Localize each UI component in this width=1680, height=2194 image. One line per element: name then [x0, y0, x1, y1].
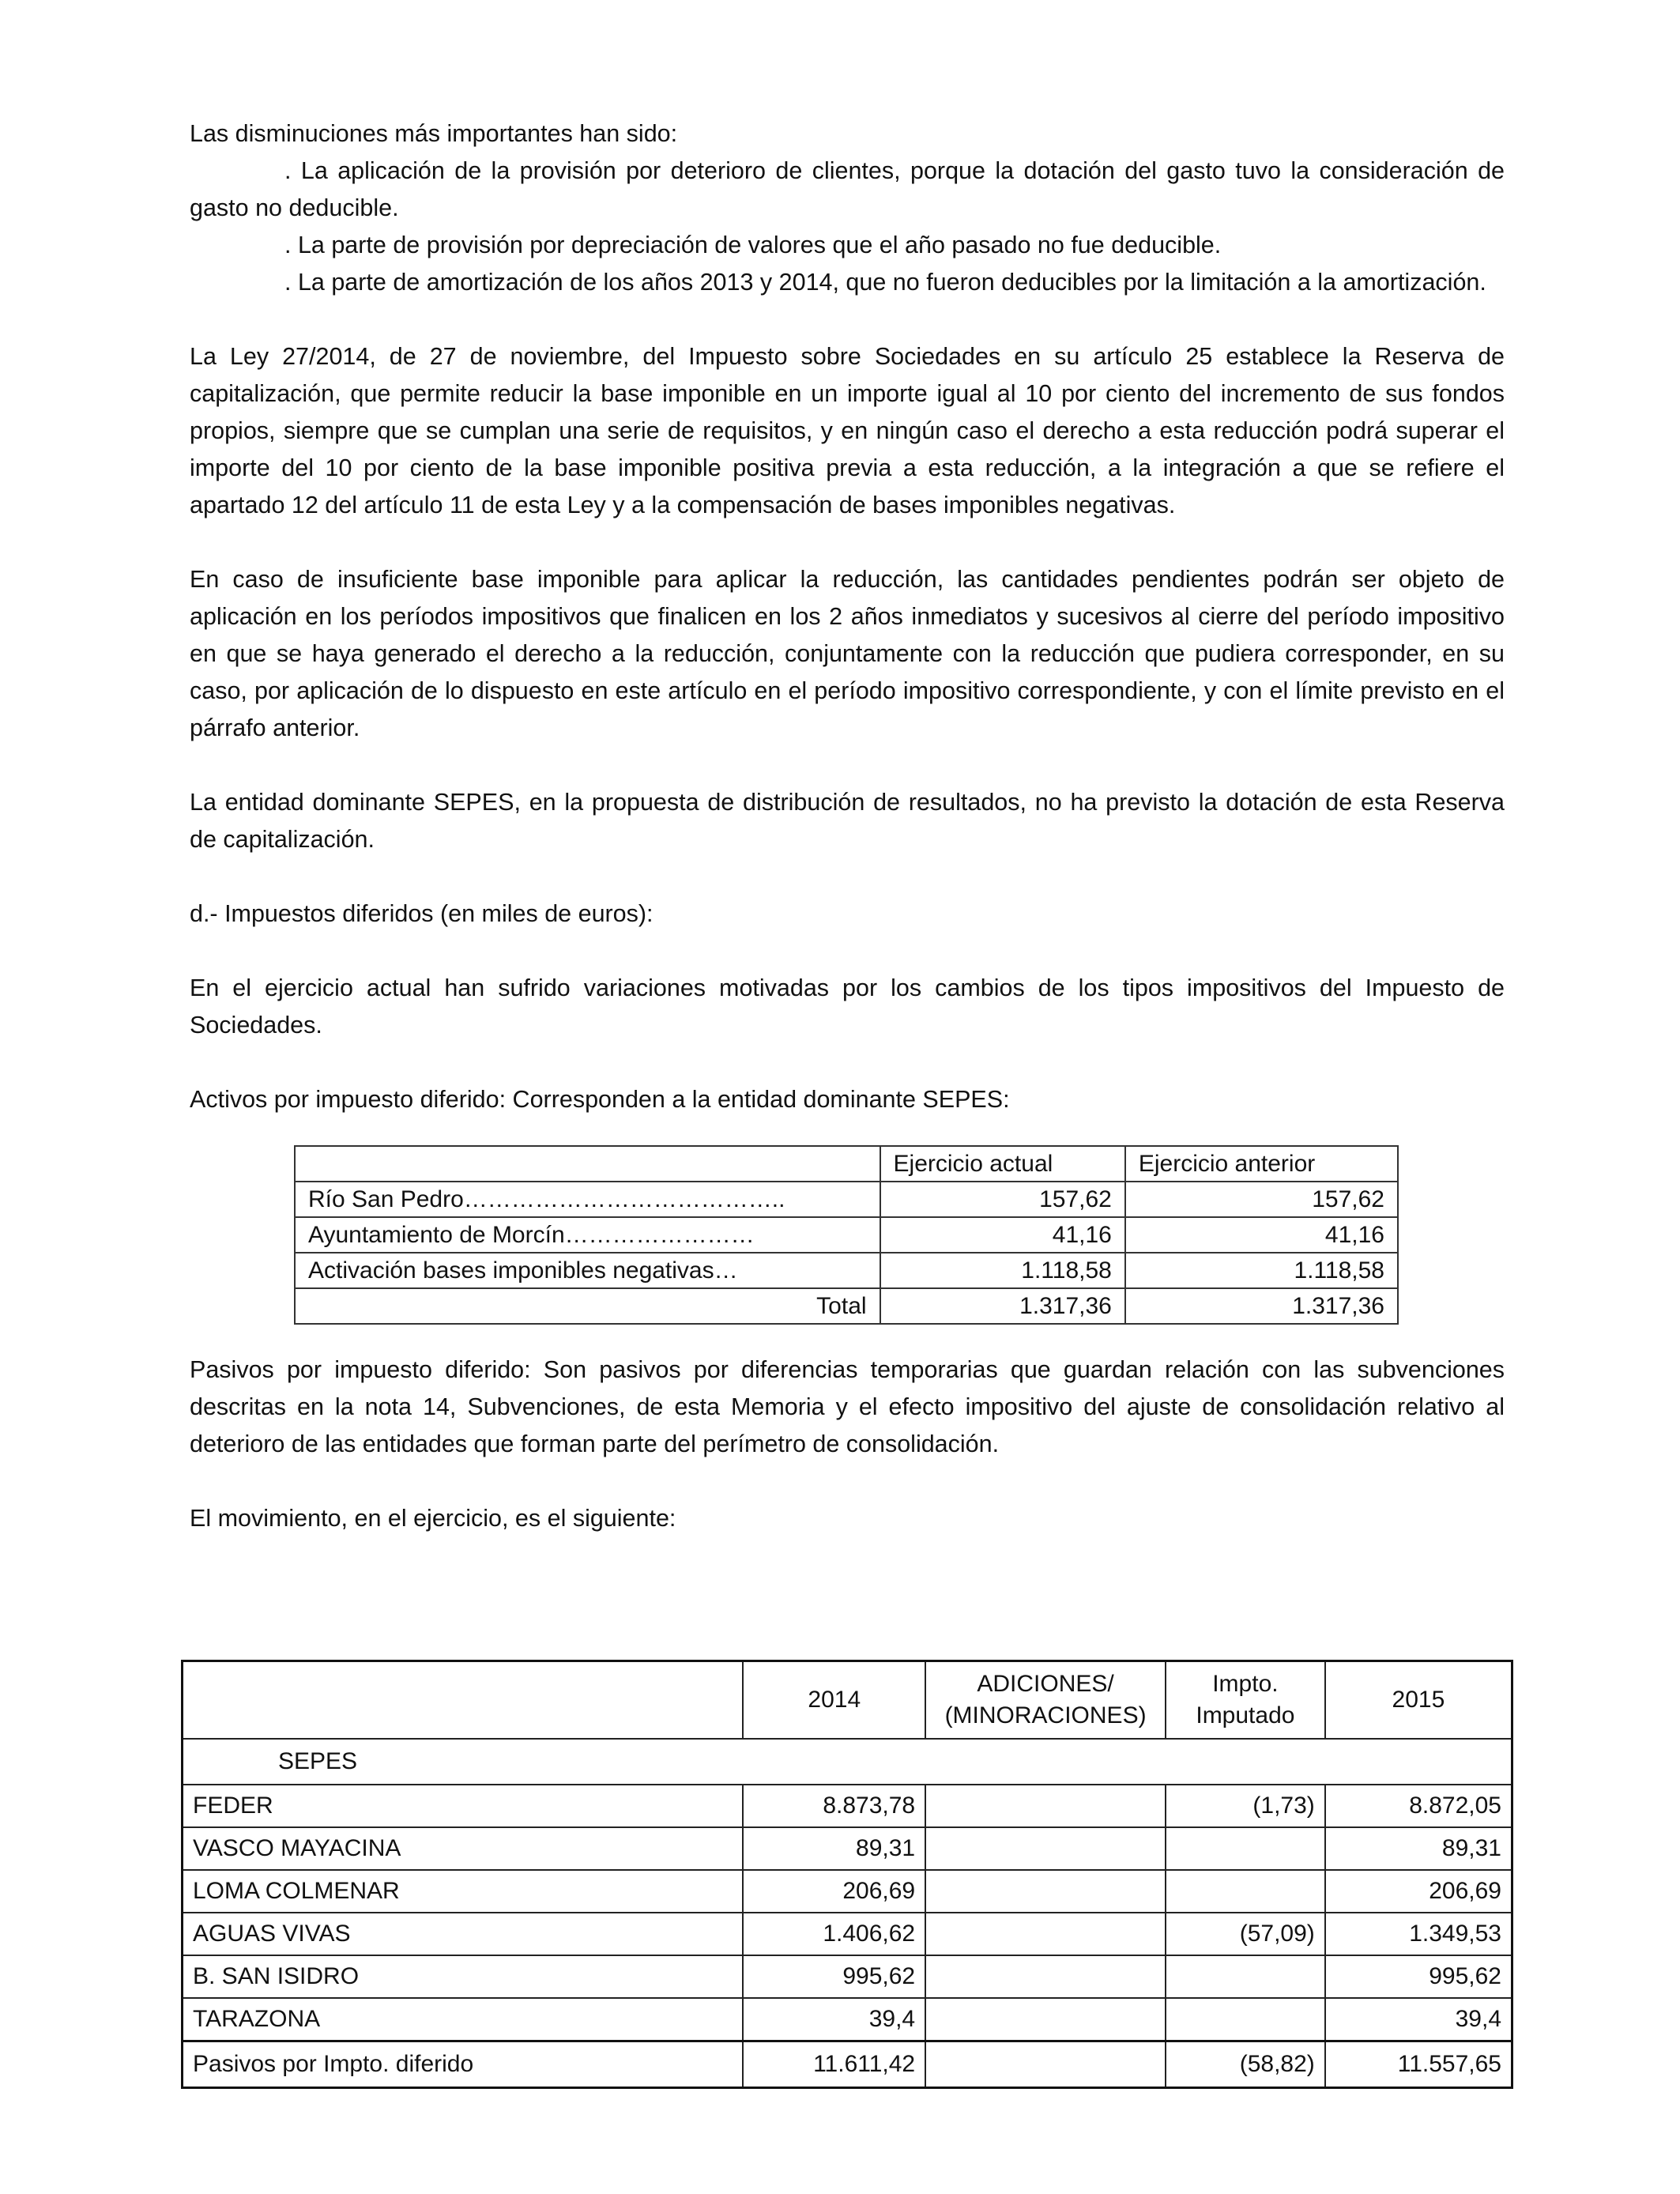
- pasivos-intro: Pasivos por impuesto diferido: Son pasivos por diferencias temporarias que guardan relación con las subvenciones descritas en la nota 14, Subvenciones, de esta Memoria y el efecto impositivo del ajuste de consolidación relativo al deterioro de las entidades que forman parte del perímetro de consolidación.: [190, 1356, 1505, 1457]
- row-adiciones: [925, 1870, 1166, 1913]
- table-row: [295, 1217, 1398, 1253]
- row-impto: [1166, 1955, 1325, 1998]
- activos-row-label: Río San Pedro…………………………………..: [295, 1182, 880, 1217]
- section-d-heading: d.- Impuestos diferidos (en miles de euros):: [190, 900, 654, 927]
- row-name: VASCO MAYACINA: [183, 1827, 744, 1870]
- movimiento-col-2014: 2014: [743, 1661, 925, 1740]
- row-2015: 39,4: [1325, 1998, 1512, 2041]
- activos-total-anterior: 1.317,36: [1125, 1288, 1398, 1324]
- row-impto: [1166, 1827, 1325, 1870]
- activos-row-label: Ayuntamiento de Morcín……………………: [295, 1217, 880, 1253]
- movimiento-table: [181, 1660, 1513, 2089]
- activos-header-empty: [295, 1146, 880, 1182]
- row-name: TARAZONA: [183, 1998, 744, 2041]
- movimiento-intro: El movimiento, en el ejercicio, es el siguiente:: [190, 1505, 676, 1532]
- disminucion-item-2: . La parte de provisión por depreciación de valores que el año pasado no fue deducible.: [284, 232, 1222, 258]
- total-2015: 11.557,65: [1325, 2041, 1512, 2088]
- activos-total-actual: 1.317,36: [880, 1288, 1125, 1324]
- row-adiciones: [925, 1955, 1166, 1998]
- row-impto: [1166, 1998, 1325, 2041]
- row-2014: 8.873,78: [743, 1785, 925, 1827]
- row-2014: 1.406,62: [743, 1913, 925, 1955]
- table-row: [183, 1870, 1512, 1913]
- activos-row-anterior: 157,62: [1125, 1182, 1398, 1217]
- activos-row-anterior: 1.118,58: [1125, 1253, 1398, 1288]
- row-name: AGUAS VIVAS: [183, 1913, 744, 1955]
- disminucion-item-1: . La aplicación de la provisión por deterioro de clientes, porque la dotación del gasto tuvo la consideración de gasto no deducible.: [190, 157, 1505, 221]
- table-row: [295, 1182, 1398, 1217]
- table-row: [183, 1913, 1512, 1955]
- row-impto: [1166, 1870, 1325, 1913]
- impto-line-2: Imputado: [1196, 1702, 1295, 1728]
- movimiento-total-row: [183, 2041, 1512, 2088]
- group-label-sepes: SEPES: [183, 1739, 1512, 1785]
- row-impto: (1,73): [1166, 1785, 1325, 1827]
- movimiento-col-adiciones: [925, 1661, 1166, 1740]
- row-2014: 39,4: [743, 1998, 925, 2041]
- movimiento-col-impto: [1166, 1661, 1325, 1740]
- row-impto: (57,09): [1166, 1913, 1325, 1955]
- row-2015: 1.349,53: [1325, 1913, 1512, 1955]
- paragraph-variaciones: En el ejercicio actual han sufrido variaciones motivadas por los cambios de los tipos impositivos del Impuesto de Sociedades.: [190, 974, 1505, 1039]
- total-adiciones: [925, 2041, 1166, 2088]
- adiciones-line-2: (MINORACIONES): [944, 1702, 1147, 1728]
- table-row: [183, 1955, 1512, 1998]
- total-2014: 11.611,42: [743, 2041, 925, 2088]
- row-2015: 206,69: [1325, 1870, 1512, 1913]
- row-2014: 995,62: [743, 1955, 925, 1998]
- paragraph-ley: La Ley 27/2014, de 27 de noviembre, del Impuesto sobre Sociedades en su artículo 25 establece la Reserva de capitalización, que permite reducir la base imponible en un importe igual al 10 por ciento del incremento de sus fondos propios, siempre que se cumplan una serie de requisitos, y en ningún caso el derecho a esta reducción podrá superar el importe del 10 por ciento de la base imponible positiva previa a esta reducción, a la integración a que se refiere el apartado 12 del artículo 11 de esta Ley y a la compensación de bases imponibles negativas.: [190, 343, 1505, 518]
- row-2014: 206,69: [743, 1870, 925, 1913]
- activos-total-label: Total: [295, 1288, 880, 1324]
- row-adiciones: [925, 1998, 1166, 2041]
- adiciones-line-1: ADICIONES/: [977, 1671, 1114, 1697]
- paragraph-insuficiente: En caso de insuficiente base imponible para aplicar la reducción, las cantidades pendientes podrán ser objeto de aplicación en los períodos impositivos que finalicen en los 2 años inmediatos y sucesivos al cierre del período impositivo en que se haya generado el derecho a la reducción, conjuntamente con la reducción que pudiera corresponder, en su caso, por aplicación de lo dispuesto en este artículo en el período impositivo correspondiente, y con el límite previsto en el párrafo anterior.: [190, 566, 1505, 741]
- activos-row-label: Activación bases imponibles negativas…: [295, 1253, 880, 1288]
- row-2014: 89,31: [743, 1827, 925, 1870]
- activos-header-row: [295, 1146, 1398, 1182]
- total-name: Pasivos por Impto. diferido: [183, 2041, 744, 2088]
- activos-row-actual: 1.118,58: [880, 1253, 1125, 1288]
- document-page: [190, 115, 1505, 1537]
- row-2015: 995,62: [1325, 1955, 1512, 1998]
- row-name: B. SAN ISIDRO: [183, 1955, 744, 1998]
- row-adiciones: [925, 1785, 1166, 1827]
- row-2015: 8.872,05: [1325, 1785, 1512, 1827]
- disminuciones-heading: Las disminuciones más importantes han sido:: [190, 120, 678, 147]
- total-impto: (58,82): [1166, 2041, 1325, 2088]
- paragraph-sepes: La entidad dominante SEPES, en la propuesta de distribución de resultados, no ha previsto la dotación de esta Reserva de capitalización.: [190, 789, 1505, 853]
- activos-col-anterior: Ejercicio anterior: [1125, 1146, 1398, 1182]
- movimiento-header-empty: [183, 1661, 744, 1740]
- activos-row-actual: 41,16: [880, 1217, 1125, 1253]
- activos-row-actual: 157,62: [880, 1182, 1125, 1217]
- disminucion-item-3: . La parte de amortización de los años 2013 y 2014, que no fueron deducibles por la limitación a la amortización.: [284, 269, 1486, 296]
- row-adiciones: [925, 1913, 1166, 1955]
- activos-table: [294, 1145, 1399, 1325]
- activos-total-row: [295, 1288, 1398, 1324]
- activos-row-anterior: 41,16: [1125, 1217, 1398, 1253]
- table-row: [183, 1998, 1512, 2041]
- row-2015: 89,31: [1325, 1827, 1512, 1870]
- table-row: [183, 1827, 1512, 1870]
- activos-col-actual: Ejercicio actual: [880, 1146, 1125, 1182]
- impto-line-1: Impto.: [1212, 1671, 1279, 1697]
- movimiento-col-2015: 2015: [1325, 1661, 1512, 1740]
- table-row: [183, 1785, 1512, 1827]
- row-name: FEDER: [183, 1785, 744, 1827]
- activos-intro: Activos por impuesto diferido: Corresponden a la entidad dominante SEPES:: [190, 1086, 1010, 1113]
- row-adiciones: [925, 1827, 1166, 1870]
- movimiento-group-row: [183, 1739, 1512, 1785]
- table-row: [295, 1253, 1398, 1288]
- row-name: LOMA COLMENAR: [183, 1870, 744, 1913]
- movimiento-header-row: [183, 1661, 1512, 1740]
